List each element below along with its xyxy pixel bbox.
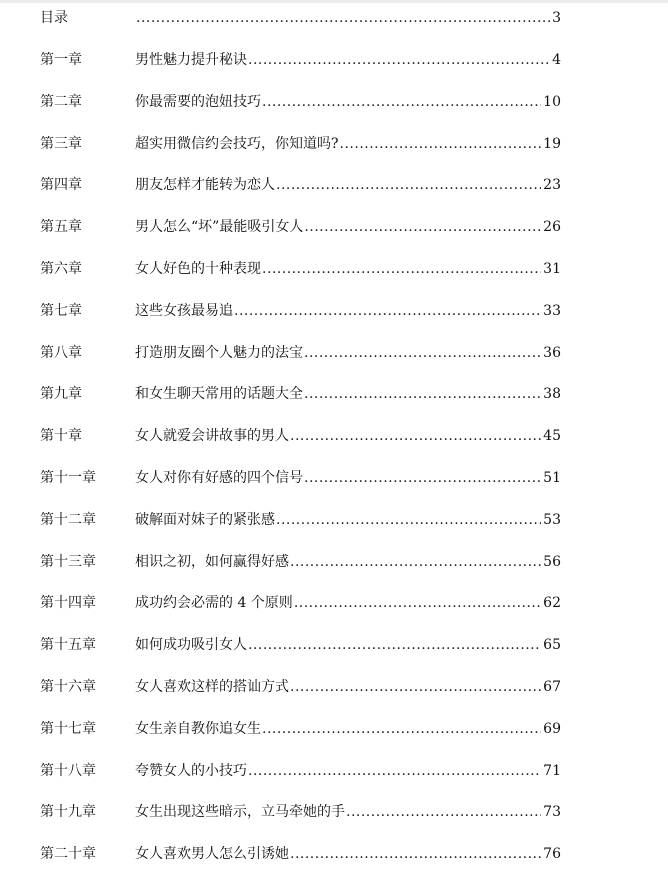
dot-leader <box>262 91 541 113</box>
toc-entry[interactable] <box>40 551 561 573</box>
toc-entry-page-number: 67 <box>543 679 561 695</box>
toc-entry-page-number: 73 <box>543 804 561 820</box>
toc-entry[interactable] <box>40 174 561 196</box>
toc-entry-title: 女人好色的十种表现 <box>135 261 261 277</box>
toc-entry-title-area <box>135 425 561 447</box>
toc-entry-page-number: 38 <box>543 386 561 402</box>
toc-entry-title-area <box>135 801 561 823</box>
toc-heading-title-area <box>135 7 561 29</box>
toc-entry-chapter-label: 第一章 <box>40 52 82 68</box>
dot-leader <box>248 760 541 782</box>
toc-heading-row[interactable] <box>40 7 561 29</box>
toc-entry-chapter-label: 第二章 <box>40 94 82 110</box>
toc-entry-chapter-label: 第十八章 <box>40 763 96 779</box>
toc-entry-title: 夸赞女人的小技巧 <box>135 763 247 779</box>
toc-entry-chapter-label: 第十三章 <box>40 554 96 570</box>
toc-entry-title: 打造朋友圈个人魅力的法宝 <box>135 345 303 361</box>
dot-leader <box>294 592 541 614</box>
toc-entry-title: 超实用微信约会技巧，你知道吗? <box>135 136 339 152</box>
toc-entry-page-number: 31 <box>543 261 561 277</box>
toc-heading-label: 目录 <box>40 10 68 26</box>
toc-entry-chapter-label: 第四章 <box>40 177 82 193</box>
dot-leader <box>290 551 541 573</box>
dot-leader <box>136 7 550 29</box>
toc-entry-title: 和女生聊天常用的话题大全 <box>135 386 303 402</box>
toc-entry-page-number: 69 <box>543 721 561 737</box>
toc-entry-chapter-label: 第十五章 <box>40 637 96 653</box>
toc-entry-title-area <box>135 174 561 196</box>
toc-entry-chapter-label: 第十七章 <box>40 721 96 737</box>
toc-entry-chapter-label: 第十九章 <box>40 804 96 820</box>
toc-entry-chapter-label: 第二十章 <box>40 846 96 862</box>
toc-entry[interactable] <box>40 133 561 155</box>
toc-entry-chapter-label: 第十六章 <box>40 679 96 695</box>
toc-entry-title-area <box>135 258 561 280</box>
toc-entry-page-number: 71 <box>543 763 561 779</box>
toc-entry-title-area <box>135 843 561 865</box>
toc-heading-page-number: 3 <box>552 10 561 26</box>
dot-leader <box>262 718 541 740</box>
toc-entry-page-number: 19 <box>543 136 561 152</box>
toc-entry-title-area <box>135 718 561 740</box>
toc-entry[interactable] <box>40 760 561 782</box>
dot-leader <box>290 843 541 865</box>
toc-entry-title-area <box>135 592 561 614</box>
toc-entry[interactable] <box>40 801 561 823</box>
dot-leader <box>304 383 541 405</box>
toc-entry[interactable] <box>40 300 561 322</box>
page-top-edge <box>0 0 668 3</box>
toc-entry-title: 成功约会必需的 4 个原则 <box>135 595 293 611</box>
toc-entry-title: 男人怎么“坏”最能吸引女人 <box>135 219 304 235</box>
toc-entry-chapter-label: 第九章 <box>40 386 82 402</box>
toc-entry-title: 破解面对妹子的紧张感 <box>135 512 275 528</box>
toc-entry[interactable] <box>40 216 561 238</box>
toc-entry-page-number: 56 <box>543 554 561 570</box>
dot-leader <box>290 425 541 447</box>
toc-entry-title-area <box>135 91 561 113</box>
toc-entry-title: 女人就爱会讲故事的男人 <box>135 428 289 444</box>
toc-entry-title: 女生亲自教你追女生 <box>135 721 261 737</box>
toc-entry-title-area <box>135 676 561 698</box>
toc-entry[interactable] <box>40 49 561 71</box>
toc-entry-chapter-label: 第六章 <box>40 261 82 277</box>
toc-entry-title: 女人喜欢男人怎么引诱她 <box>135 846 289 862</box>
dot-leader <box>304 216 541 238</box>
toc-entry[interactable] <box>40 509 561 531</box>
toc-entry-page-number: 53 <box>543 512 561 528</box>
toc-entry-page-number: 4 <box>552 52 561 68</box>
toc-entry-title-area <box>135 467 561 489</box>
toc-entry-title: 这些女孩最易追 <box>135 303 233 319</box>
toc-entry-title-area <box>135 551 561 573</box>
dot-leader <box>346 801 541 823</box>
toc-entry-title-area <box>135 760 561 782</box>
toc-entry-chapter-label: 第十二章 <box>40 512 96 528</box>
dot-leader <box>248 634 541 656</box>
dot-leader <box>276 174 541 196</box>
toc-entry[interactable] <box>40 91 561 113</box>
dot-leader <box>340 133 542 155</box>
toc-entry[interactable] <box>40 467 561 489</box>
toc-entry-title-area <box>135 133 561 155</box>
toc-entry-page-number: 51 <box>543 470 561 486</box>
dot-leader <box>262 258 541 280</box>
dot-leader <box>234 300 541 322</box>
toc-entry[interactable] <box>40 383 561 405</box>
toc-entry-chapter-label: 第十一章 <box>40 470 96 486</box>
toc-entry-title: 朋友怎样才能转为恋人 <box>135 177 275 193</box>
toc-entry-chapter-label: 第七章 <box>40 303 82 319</box>
toc-entry-title-area <box>135 300 561 322</box>
toc-entry-page-number: 65 <box>543 637 561 653</box>
toc-entry[interactable] <box>40 718 561 740</box>
toc-entry-title: 女生出现这些暗示，立马牵她的手 <box>135 804 345 820</box>
toc-entry-chapter-label: 第八章 <box>40 345 82 361</box>
toc-entry-title: 相识之初，如何赢得好感 <box>135 554 289 570</box>
toc-entry[interactable] <box>40 258 561 280</box>
toc-entry-page-number: 33 <box>543 303 561 319</box>
toc-entry-title-area <box>135 509 561 531</box>
toc-entry-page-number: 45 <box>543 428 561 444</box>
toc-entry-title: 如何成功吸引女人 <box>135 637 247 653</box>
toc-entry[interactable] <box>40 425 561 447</box>
toc-entry-page-number: 23 <box>543 177 561 193</box>
toc-entry-title-area <box>135 383 561 405</box>
dot-leader <box>304 342 541 364</box>
toc-entry-title-area <box>135 342 561 364</box>
toc-entry-chapter-label: 第五章 <box>40 219 82 235</box>
dot-leader <box>290 676 541 698</box>
toc-entry-title: 女人喜欢这样的搭讪方式 <box>135 679 289 695</box>
toc-entry-title: 你最需要的泡妞技巧 <box>135 94 261 110</box>
toc-entry-page-number: 62 <box>543 595 561 611</box>
dot-leader <box>304 467 541 489</box>
toc-entry-title: 女人对你有好感的四个信号 <box>135 470 303 486</box>
toc-entry-page-number: 76 <box>543 846 561 862</box>
toc-entry[interactable] <box>40 634 561 656</box>
toc-entry-chapter-label: 第十章 <box>40 428 82 444</box>
dot-leader <box>248 49 550 71</box>
toc-entry-chapter-label: 第十四章 <box>40 595 96 611</box>
toc-entry-page-number: 10 <box>543 94 561 110</box>
toc-entry[interactable] <box>40 676 561 698</box>
toc-entry-title-area <box>135 634 561 656</box>
toc-entry-chapter-label: 第三章 <box>40 136 82 152</box>
toc-entry-page-number: 36 <box>543 345 561 361</box>
toc-entry-page-number: 26 <box>543 219 561 235</box>
toc-entry-title-area <box>135 49 561 71</box>
toc-entry-title-area <box>135 216 561 238</box>
toc-entry-title: 男性魅力提升秘诀 <box>135 52 247 68</box>
toc-entry[interactable] <box>40 592 561 614</box>
toc-entry[interactable] <box>40 843 561 865</box>
dot-leader <box>276 509 541 531</box>
toc-entry[interactable] <box>40 342 561 364</box>
